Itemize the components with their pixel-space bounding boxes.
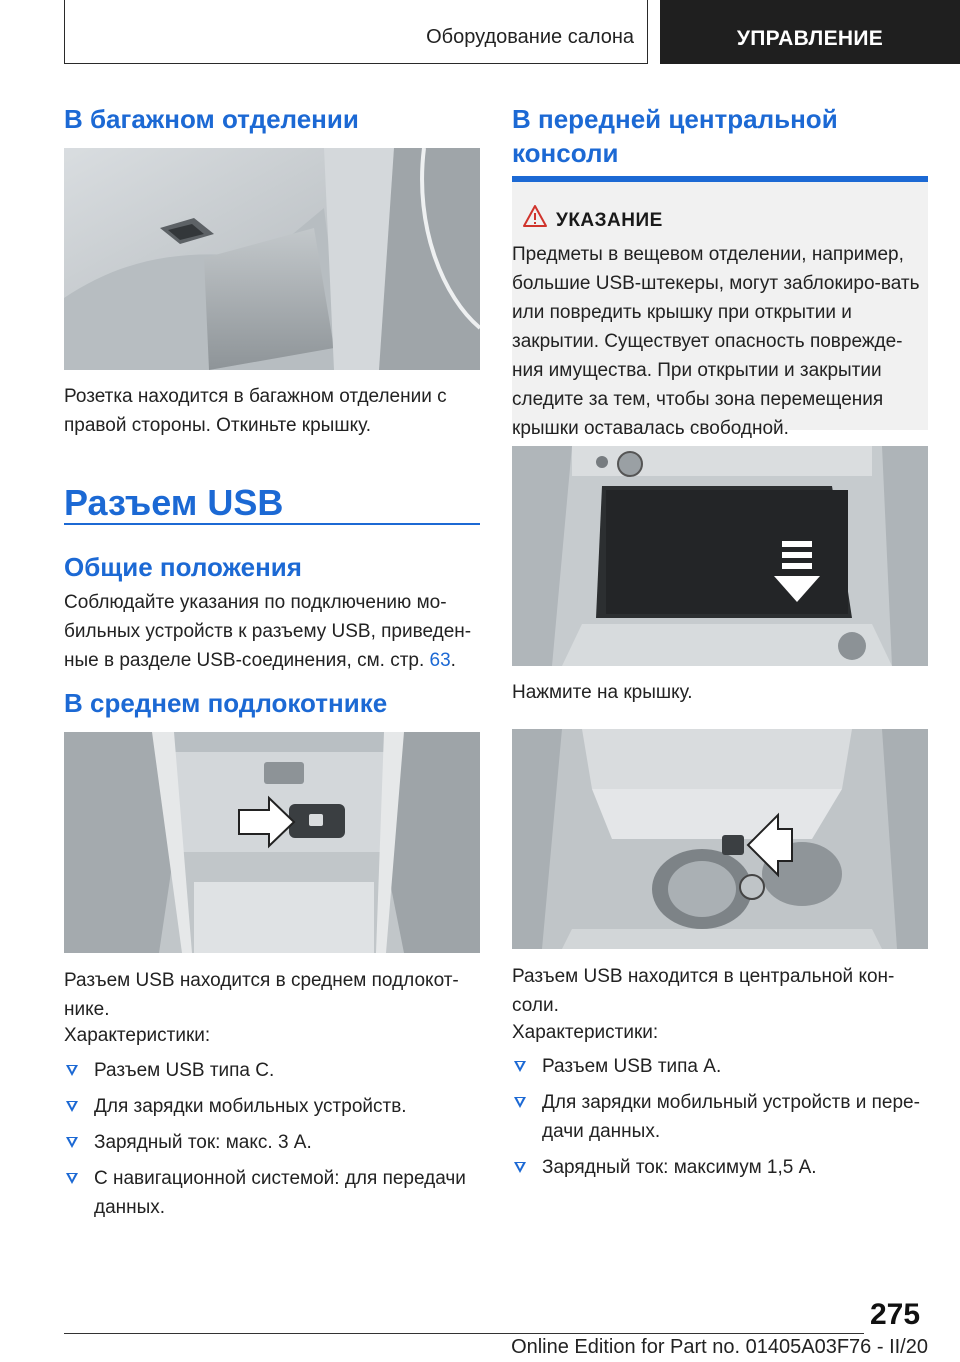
list-item: Разъем USB типа A. <box>512 1052 928 1081</box>
general-heading: Общие положения <box>64 552 302 582</box>
list-item: С навигационной системой: для передачи данных. <box>64 1164 480 1222</box>
bullet-triangle-icon <box>66 1137 78 1148</box>
armrest-heading: В среднем подлокотнике <box>64 688 388 718</box>
bullet-triangle-icon <box>514 1061 526 1072</box>
section-title: Оборудование салона <box>426 26 634 48</box>
warning-box <box>512 176 928 439</box>
right-features-label: Характеристики: <box>512 1022 659 1043</box>
warning-title: УКАЗАНИЕ <box>556 210 663 231</box>
left-features-label: Характеристики: <box>64 1025 211 1046</box>
page-link[interactable]: 63 <box>429 650 451 671</box>
right-feature-list <box>512 1052 928 1189</box>
usb-section-title: Разъем USB <box>64 482 284 523</box>
bullet-triangle-icon <box>66 1173 78 1184</box>
list-item: Зарядный ток: макс. 3 A. <box>64 1128 480 1157</box>
left-feature-list <box>64 1056 480 1229</box>
list-item: Разъем USB типа C. <box>64 1056 480 1085</box>
list-item: Зарядный ток: максимум 1,5 A. <box>512 1153 928 1182</box>
warning-text: Предметы в вещевом отделении, например, большие USB-штекеры, могут заблокиро-вать или повредить крышку при открытии и закрытии. Существует опасность поврежде-ния имущества. При открытии и закрытии следите за тем, чтобы зона перемещения крышки оставалась свободной. <box>512 244 920 439</box>
press-caption: Нажмите на крышку. <box>512 682 693 703</box>
footer-rule <box>64 1333 864 1334</box>
console-caption: Разъем USB находится в центральной кон-соли. <box>512 966 895 1016</box>
bullet-triangle-icon <box>514 1162 526 1173</box>
list-item: Для зарядки мобильный устройств и пере-дачи данных. <box>512 1088 928 1146</box>
console-usb-photo <box>512 729 928 949</box>
trunk-heading: В багажном отделении <box>64 104 359 134</box>
general-text-end: . <box>450 650 456 671</box>
page-number: 275 <box>870 1298 921 1331</box>
warning-icon <box>522 204 548 228</box>
list-item: Для зарядки мобильных устройств. <box>64 1092 480 1121</box>
armrest-caption: Разъем USB находится в среднем подлокот-нике. <box>64 970 459 1020</box>
trunk-socket-photo <box>64 148 480 370</box>
bullet-triangle-icon <box>514 1097 526 1108</box>
bullet-triangle-icon <box>66 1065 78 1076</box>
chapter-tab: УПРАВЛЕНИЕ <box>660 0 960 64</box>
armrest-usb-photo <box>64 732 480 953</box>
general-text <box>64 588 480 675</box>
console-heading: В передней центральной консоли <box>512 104 838 168</box>
general-text-body: Соблюдайте указания по подключению мо-бильных устройств к разъему USB, приведен-ные в разделе USB-соединения, см. стр. <box>64 592 472 671</box>
edition-footer: Online Edition for Part no. 01405A03F76 - II/20 <box>511 1336 928 1358</box>
bullet-triangle-icon <box>66 1101 78 1112</box>
trunk-caption: Розетка находится в багажном отделении с правой стороны. Откиньте крышку. <box>64 386 447 436</box>
usb-title-rule <box>64 523 480 525</box>
console-cover-photo <box>512 446 928 666</box>
